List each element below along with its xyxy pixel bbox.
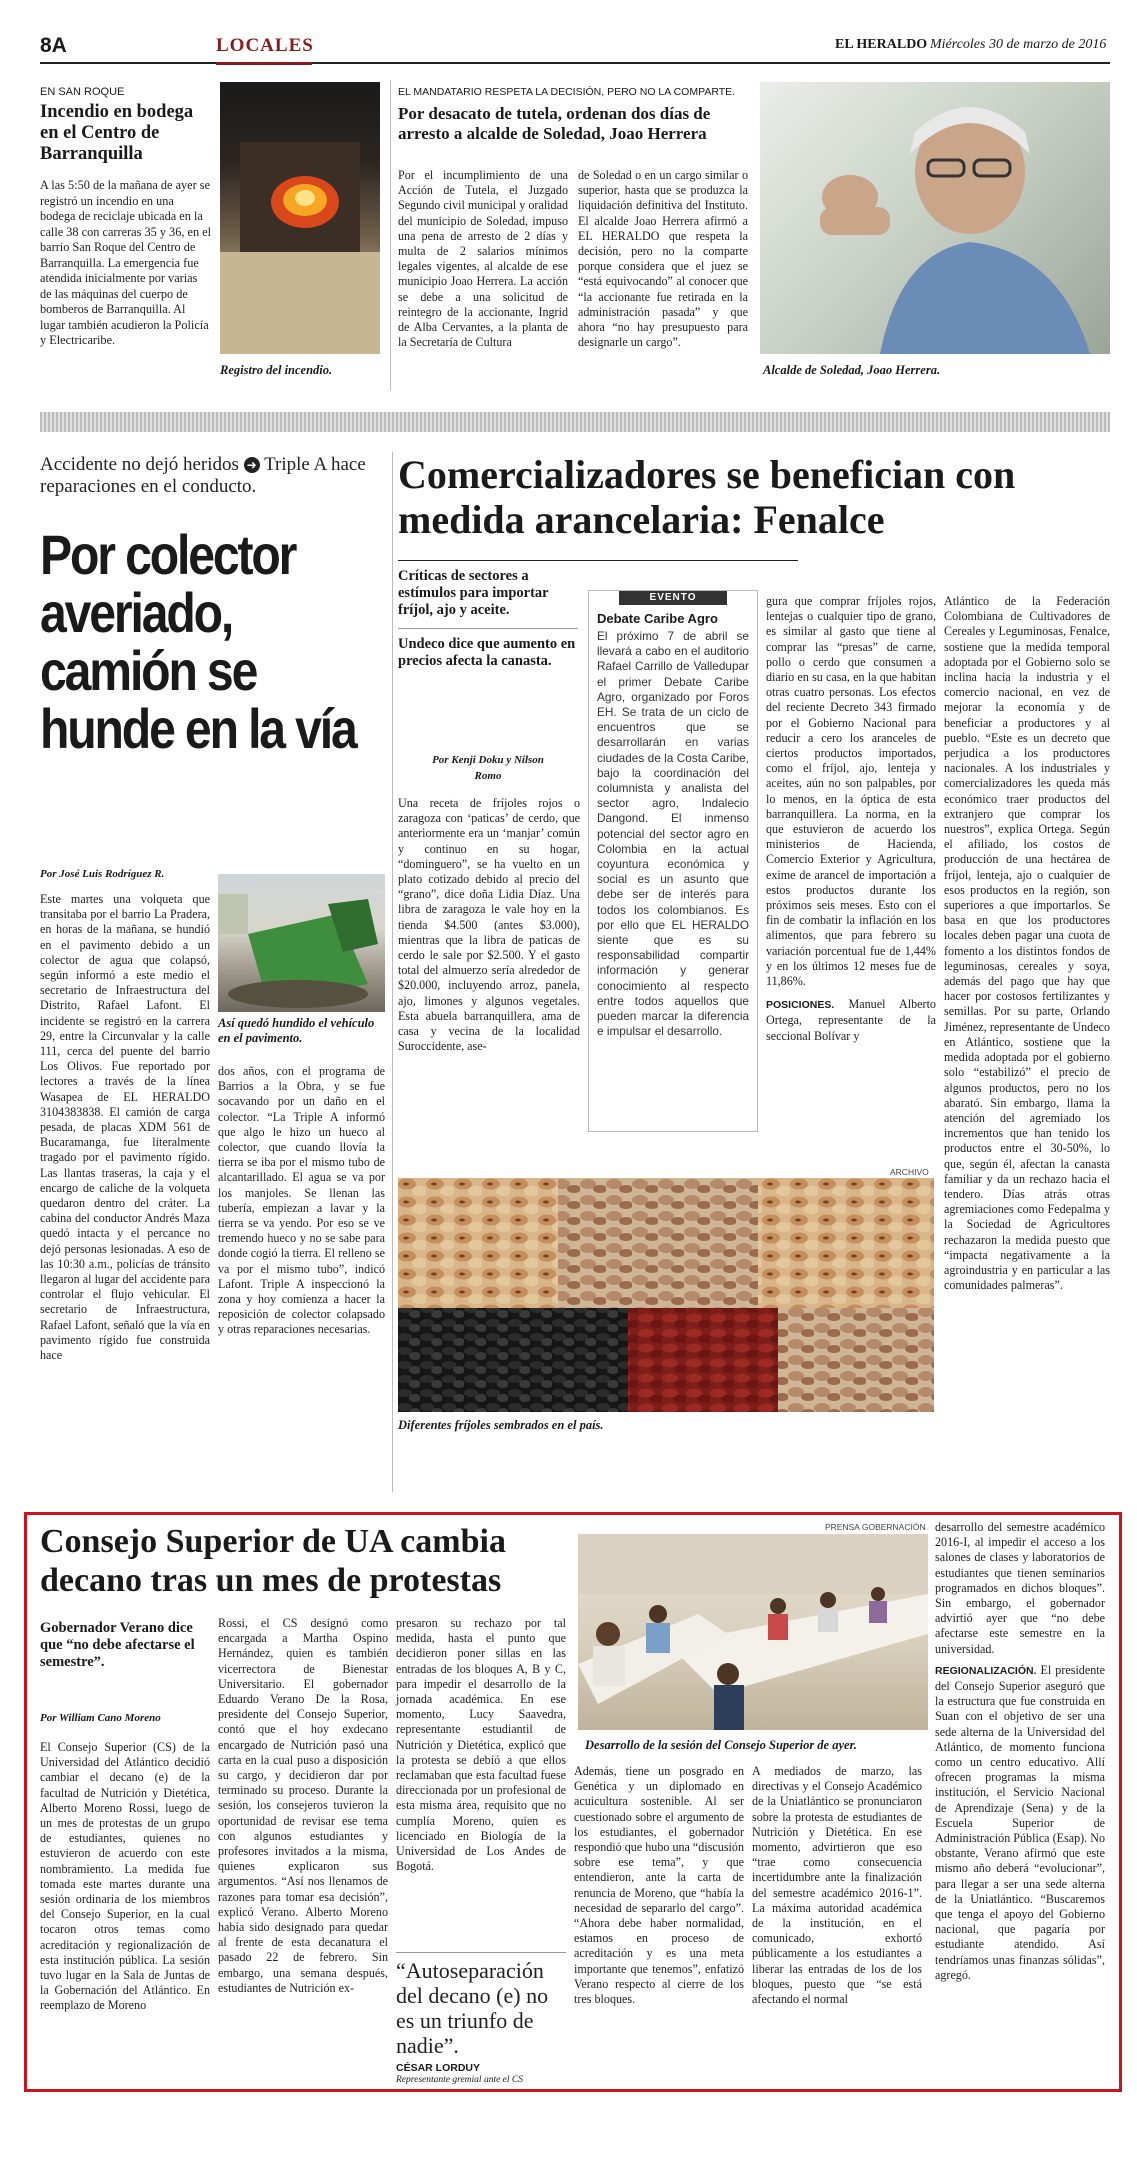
consejo-title: Consejo Superior de UA cambia decano tras un mes de protestas xyxy=(40,1523,506,1599)
consejo-article xyxy=(40,1520,1110,2085)
col-divider xyxy=(392,452,393,1492)
joao-herrera-photo xyxy=(760,82,1110,354)
col-divider xyxy=(390,80,391,390)
incendio-title: Incendio en bodega en el Centro de Barranquilla xyxy=(40,102,194,164)
colector-kicker-b: Triple A hace reparaciones en el conducto. xyxy=(40,454,366,497)
fenalce-title: Comercializadores se benefician con medida arancelaria: Fenalce xyxy=(398,452,1016,542)
truck-illustration xyxy=(218,874,385,1012)
meeting-illustration xyxy=(578,1534,928,1730)
event-box xyxy=(588,590,758,1132)
beans-photo-credit: ARCHIVO xyxy=(890,1167,929,1177)
consejo-col3: presaron su rechazo por tal medida, hasta el punto que decidieron poner sillas en las entradas de los bloques A, B y C, para impedir el desarrollo de la jornada académica. En ese momento, Lucy Saavedra, representante estudiantil de Nutrición y Dietética, explicó que la protesta se debió a que ellos reclamaban que esta facultad fuese direccionada por un profesional de esta misma área, requisito que no cumplía Moreno, quien es licenciado en Biología de la Universidad de Los Andes de Bogotá. xyxy=(396,1616,566,1874)
header-red-underline xyxy=(216,62,312,65)
colector-byline: Por José Luis Rodríguez R. xyxy=(40,868,165,880)
incendio-kicker: EN SAN ROQUE xyxy=(40,86,125,98)
consejo-col6-regional xyxy=(935,1663,1105,1983)
arrow-right-icon: ➜ xyxy=(244,457,260,473)
fenalce-title-rule xyxy=(398,560,798,561)
section-name: LOCALES xyxy=(216,35,314,56)
colector-kicker xyxy=(40,454,385,498)
section-separator-band xyxy=(40,412,1110,432)
beans-illustration xyxy=(398,1178,934,1412)
consejo-pull-quote: “Autoseparación del decano (e) no es un triunfo de nadie”. xyxy=(396,1958,549,2058)
incendio-photo xyxy=(220,82,380,354)
soledad-article xyxy=(398,78,1110,390)
fenalce-byline: Por Kenji Doku y Nilson Romo xyxy=(432,754,544,782)
consejo-col4: Además, tiene un posgrado en Genética y un diplomado en acuicultura sostenible. Al ser cuestionado sobre el argumento de los estudiantes, el gobernador respondió que hubo una “discusión sobre ese tema”, y que entendieron, ante la carta de renuncia de Moreno, que “había la necesidad de separarlo del cargo”. “Ahora debe haber normalidad, estamos en proceso de acreditación y es una meta importante que tenemos”, enfatizó Verano respecto al cierre de los tres bloques. xyxy=(574,1764,744,2007)
consejo-caption: Desarrollo de la sesión del Consejo Superior de ayer. xyxy=(585,1738,857,1752)
consejo-col6-a: desarrollo del semestre académico 2016-I, al impedir el acceso a los salones de clases y laboratorios de estudiantes que tienen seminarios programados en dichos bloques”. Sin embargo, el gobernador advirtió ayer que “no debe afectarse este semestre en la universidad. xyxy=(935,1520,1105,1656)
consejo-byline: Por William Cano Moreno xyxy=(40,1712,161,1724)
event-tag: EVENTO xyxy=(619,591,727,605)
fenalce-col3-posiciones xyxy=(766,997,936,1044)
page-number: 8A xyxy=(40,34,67,57)
soledad-col2: de Soledad o en un cargo similar o superior, hasta que se produzca la liquidación definitiva del Instituto. El alcalde Joao Herrera afirmó a EL HERALDO que respeta la decisión, pero no la comparte porque considera que el juez se “está equivocando” al conocer que “la accionante fue retirada en la administración pasada” y que ahora “no hay presupuesto para designarle un cargo”. xyxy=(578,168,748,350)
colector-title: Por colector averiado, camión se hunde en la vía xyxy=(40,523,356,760)
sunken-truck-photo xyxy=(218,874,385,1012)
colector-caption: Así quedó hundido el vehículo en el pavimento. xyxy=(218,1016,375,1045)
regionalizacion-text: El presidente del Consejo Superior aseguró que la estructura que fue construida en Suan con el objetivo de ser una sede alterna de la Universidad del Atlántico, de momento funciona como un centro educativo. Allí ofrecen programas la misma institución, el Servicio Nacional de Aprendizaje (Sena) y de la Escuela Superior de Administración Pública (Esap). No obstante, Verano afirmó que este mismo año deberá “evolucionar”, para llegar a ser una sede alterna de la Uniatlántico. “Buscaremos que tenga el apoyo del Gobierno nacional, que pagaría por estudiante atendido. Así tendríamos unas finanzas sólidas”, agregó. xyxy=(935,1662,1105,1982)
colector-article xyxy=(40,450,385,1498)
fenalce-col3 xyxy=(766,594,936,1044)
header-divider xyxy=(40,62,1110,64)
consejo-col1: El Consejo Superior (CS) de la Universidad del Atlántico decidió cambiar el decano (e) de la facultad de Nutrición y Dietética, Alberto Moreno Rossi, luego de un mes de protestas de un grupo de estudiantes, quienes no estuvieron de acuerdo con este nombramiento. La medida fue tomada este martes durante una sesión ordinaria de los miembros del Consejo Superior, en la cual tocaron otros temas como acreditación y regionalización de esta institución pública. La sesión tuvo lugar en la Sala de Juntas de la Gobernación del Atlántico. En reemplazo de Moreno xyxy=(40,1740,210,2013)
consejo-photo-credit: PRENSA GOBERNACIÓN xyxy=(825,1522,926,1532)
soledad-kicker: EL MANDATARIO RESPETA LA DECISIÓN, PERO NO LA COMPARTE. xyxy=(398,86,736,98)
colector-col2: dos años, con el programa de Barrios a la Obra, y se fue socavando por un daño en el colector. “La Triple A informó que algo le hizo un hueco al colector, que cuando llovía la tierra se iba por el mismo tubo de alcantarillado. El agua se va por los manjoles. Se llenan las tubería, empiezan a lavar y la tierra se va yendo. Por eso se ve tremendo hueco y no se sabe para donde cogió la tierra. El relleno se va por el mismo tubo”, indicó Lafont. Triple A inspeccionó la zona y hoy comienza a hacer la reposición de colector colapsado y otras reparaciones necesarias. xyxy=(218,1064,385,1337)
posiciones-text: Manuel Alberto Ortega, representante de la seccional Bolívar y xyxy=(766,997,936,1043)
page-header xyxy=(40,30,1110,60)
consejo-deck: Gobernador Verano dice que “no debe afectarse el semestre”. xyxy=(40,1620,195,1670)
posiciones-lead: POSICIONES. xyxy=(766,999,835,1012)
fenalce-col4: Atlántico de la Federación Colombiana de Cultivadores de Cereales y Leguminosas, Fenalce, sostiene que la medida temporal adoptada por el Gobierno solo se inclina hacia la industria y el comercio nacional, en vez de mejorar la economía y de beneficiar a productores y al pueblo. “Este es un decreto que perjudica a los productores nacionales. A los industriales y comercializadores les queda más económico traer productos del extranjero que comprar los nuestros”, explica Ortega. Según el afiliado, los costos de producción de una hectárea de fríjol, lenteja, ajo o cualquier de esos productos en la región, son superiores a que importarlos. Se basa en que los productores locales deben pagar una cuota de fomento a los distintos fondos de leguminosas, cereales y soya, además del pago que hay que hacer por costosos fertilizantes y semillas. Por su parte, Orlando Jiménez, representante de Undeco en Atlántico, sostiene que la medida adoptada por el gobierno solo “estabilizó” el precio de algunos productos, pero no los abarató. Sin embargo, llama la atención del agremiado los incrementos que han tenido los productos entre el 30-50%, lo que, según él, afectan la canasta familiar y da un rechazo hacia el tendero. Días atrás otras agremiaciones como Fedepalma y la Sociedad de Agricultores rechazaron la medida puesto que “impacta negativamente a la agroindustria y en particular a las comunidades palmeras”. xyxy=(944,594,1110,1293)
colector-col1: Este martes una volqueta que transitaba por el barrio La Pradera, en horas de la mañana, se hundió en el pavimento debido a un colector de agua que colapsó, según informó a este medio el secretario de Infraestructura del Distrito, Rafael Lafont. El incidente se registró en la carrera 29, entre la Circunvalar y la calle 111, cerca del puente del barrio Los Olivos. Fue reportado por lectores a través de la línea Wasapea de EL HERALDO 3104383838. El camión de carga pesada, de placas XDM 561 de Bucaramanga, fue literalmente tragado por el pavimento rígido. Las llantas traseras, la caja y el encargo de caliche de la volqueta quedaron dentro del cráter. La cabina del conductor Andrés Maza quedó intacta y el percance no dejó personas lesionadas. A eso de las 10:30 a.m., policías de tránsito llegaron al lugar del accidente para controlar el flujo vehicular. El secretario de Infraestructura, Rafael Lafont, señaló que la vía en pavimento rígido fue construida hace xyxy=(40,892,210,1363)
issue-date: Miércoles 30 de marzo de 2016 xyxy=(930,37,1107,52)
portrait-illustration xyxy=(760,82,1110,354)
incendio-caption: Registro del incendio. xyxy=(220,363,333,377)
fenalce-col1: Una receta de fríjoles rojos o zaragoza con ‘paticas’ de cerdo, que anteriormente era un ‘manjar’ común y continuo en su hogar, “dominguero”, se ha vuelto en un plato cotizado debido al precio del “grano”, dice doña Lidia Díaz. Una libra de zaragoza le vale hoy en la tienda $4.500 (antes $3.000), mientras que la libra de paticas de cerdo le sale por $2.500. Y el gasto total del almuerzo sería alrededor de $20.000, incluyendo arroz, panela, ajo, limones y algunos vegetales. Esta abuela barranquillera, ama de casa y vecina de la localidad Suroccidente, ase- xyxy=(398,796,580,1054)
beans-caption: Diferentes fríjoles sembrados en el país. xyxy=(398,1418,604,1432)
regionalizacion-lead: REGIONALIZACIÓN. xyxy=(935,1664,1037,1677)
newspaper-name: EL HERALDO xyxy=(835,37,928,52)
fenalce-col3-text: gura que comprar fríjoles rojos, lentejas o cualquier tipo de grano, es similar al gasto que tiene al comprar las “presas” de carne, pollo o cerdo que consumen a diario en su casa, en la que habitan otras cuatro personas. Los efectos del reciente Decreto 343 firmado por el Gobierno Nacional para reducir a cero los aranceles de ciertos productos importados, como el fríjol, ajo, lenteja y aceites, aún no son palpables, por lo menos, en la óptica de esta barranquillera. La norma, en la que estuvieron de acuerdo los ministerios de Hacienda, Comercio Exterior y Agricultura, exime de arancel de importación a estos productos durante los próximos seis meses. Esto con el fin de combatir la inflación en los alimentos, que para febrero su variación porcentual fue de 1,44% y en los últimos 12 meses fue de 11,86%. xyxy=(766,594,936,989)
event-title: Debate Caribe Agro xyxy=(597,611,718,626)
quote-author-role: Representante gremial ante el CS xyxy=(396,2075,523,2085)
event-body: El próximo 7 de abril se llevará a cabo en el auditorio Rafael Carrillo de Valledupar el primer Debate Caribe Agro, organizado por Foros EH. Se trata de un ciclo de encuentros que se desarrollarán en varias ciudades de la Costa Caribe, bajo la coordinación del columnista y analista del sector agro, Indalecio Dangond. El inmenso potencial del sector agro en Colombia en la actual coyuntura económica y social es un asunto que debe ser de interés para todos los colombianos. Es por ello que EL HERALDO siente que es su responsabilidad compartir información y generar conocimiento al respecto entre todos aquellos que pueden marcar la diferencia e impulsar el desarrollo. xyxy=(597,629,749,1039)
fenalce-deck2: Undeco dice que aumento en precios afecta la canasta. xyxy=(398,636,576,669)
consejo-col6 xyxy=(935,1520,1105,1983)
consejo-session-photo xyxy=(578,1534,928,1730)
fenalce-article xyxy=(398,450,1110,1498)
consejo-col5: A mediados de marzo, las directivas y el Consejo Académico de la Uniatlántico se pronunciaron sobre la protesta de estudiantes de Nutrición y Dietética. En ese momento, advirtieron que eso “trae como consecuencia incertidumbre ante la finalización del semestre académico 2016-1”. La máxima autoridad académica de la institución, en el comunicado, exhortó públicamente a los estudiantes a liberar las entradas de los de los bloques, puesto que “se está afectando el normal xyxy=(752,1764,922,2007)
colector-kicker-a: Accidente no dejó heridos xyxy=(40,454,239,475)
soledad-title: Por desacato de tutela, ordenan dos días de arresto a alcalde de Soledad, Joao Herrera xyxy=(398,104,711,143)
fenalce-deck1: Críticas de sectores a estímulos para importar fríjol, ajo y aceite. xyxy=(398,568,549,618)
soledad-col1: Por el incumplimiento de una Acción de Tutela, el Juzgado Segundo civil municipal y oralidad del municipio de Soledad, impuso una pena de arresto de 2 días y multa de 2 salarios mínimos legales vigentes, al alcalde de ese municipio Joao Herrera. La acción se debe a una solicitud de reintegro de la accionante, Ingrid de Alba Cervantes, a la planta de la Secretaría de Cultura xyxy=(398,168,568,350)
beans-photo xyxy=(398,1178,934,1412)
fire-illustration xyxy=(220,82,380,354)
fenalce-deck-rule xyxy=(398,628,578,629)
soledad-caption: Alcalde de Soledad, Joao Herrera. xyxy=(763,363,941,377)
incendio-article xyxy=(40,78,380,390)
consejo-col2: Rossi, el CS designó como encargada a Martha Ospino Hernández, quien es también vicerrectora de Bienestar Universitario. El gobernador Eduardo Verano De la Rosa, presidente del Consejo Superior, contó que el hoy exdecano encargado de Nutrición pasó una carta en la cual puso a disposición su cargo, y decidieron dar por terminado su proceso. Durante la sesión, los consejeros tuvieron la oportunidad de revisar ese tema con algunos estudiantes y profesores invitados a la misma, quienes explicaron sus argumentos. “Así nos llenamos de razones para tomar esa decisión”, explicó Verano. Alberto Moreno había sido designado para quedar al frente de esta decanatura el pasado 22 de febrero. Sin embargo, una semana después, estudiantes de Nutrición ex- xyxy=(218,1616,388,1995)
quote-author: CÉSAR LORDUY xyxy=(396,2062,481,2074)
quote-top-rule xyxy=(396,1952,566,1953)
incendio-body: A las 5:50 de la mañana de ayer se registró un incendio en una bodega de reciclaje ubicada en la calle 38 con carreras 35 y 36, en el barrio San Roque del Centro de Barranquilla. La emergencia fue atendida inicialmente por varias de las máquinas del cuerpo de bomberos de Barranquilla. Al lugar también acudieron la Policía y Electricaribe. xyxy=(40,178,212,347)
